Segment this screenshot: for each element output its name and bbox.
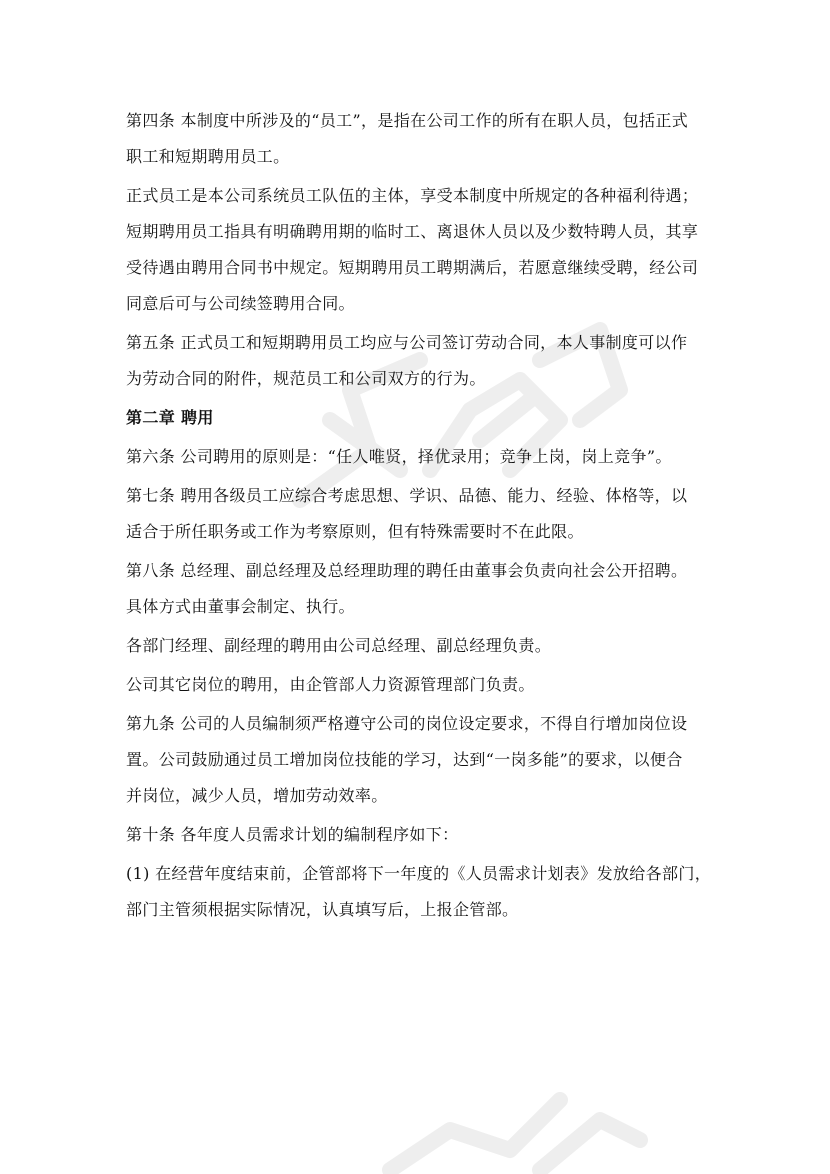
- text-line: 具体方式由董事会制定、执行。: [126, 597, 355, 616]
- text-line: 为劳动合同的附件，规范员工和公司双方的行为。: [126, 369, 486, 388]
- text-line: 同意后可与公司续签聘用合同。: [126, 294, 355, 313]
- text-line: 公司其它岗位的聘用，由企管部人力资源管理部门负责。: [126, 675, 535, 694]
- text-line: 第七条 聘用各级员工应综合考虑思想、学识、品德、能力、经验、体格等，以: [126, 486, 688, 505]
- text-line: 适合于所任职务或工作为考察原则，但有特殊需要时不在此限。: [126, 522, 584, 541]
- text-line: 置。公司鼓励通过员工增加岗位技能的学习，达到“一岗多能”的要求，以便合: [126, 750, 683, 769]
- text-line: 部门主管须根据实际情况，认真填写后，上报企管部。: [126, 900, 519, 919]
- text-line: 并岗位，减少人员，增加劳动效率。: [126, 786, 388, 805]
- chapter-heading: 第二章 聘用: [126, 408, 214, 427]
- text-line: 第四条 本制度中所涉及的“员工”，是指在公司工作的所有在职人员，包括正式: [126, 111, 689, 130]
- text-line: 职工和短期聘用员工。: [126, 147, 290, 166]
- text-line: 第九条 公司的人员编制须严格遵守公司的岗位设定要求，不得自行增加岗位设: [126, 714, 688, 733]
- text-line: (1) 在经营年度结束前，企管部将下一年度的《人员需求计划表》发放给各部门，: [126, 864, 712, 883]
- text-line: 第八条 总经理、副总经理及总经理助理的聘任由董事会负责向社会公开招聘。: [126, 561, 688, 580]
- text-line: 受待遇由聘用合同书中规定。短期聘用员工聘期满后，若愿意继续受聘，经公司: [126, 258, 699, 277]
- document-body: [126, 103, 722, 928]
- text-line: 第五条 正式员工和短期聘用员工均应与公司签订劳动合同，本人事制度可以作: [126, 333, 688, 352]
- text-line: 短期聘用员工指具有明确聘用期的临时工、离退休人员以及少数特聘人员，其享: [126, 222, 699, 241]
- text-line: 第六条 公司聘用的原则是：“任人唯贤，择优录用；竞争上岗，岗上竞争”。: [126, 447, 672, 466]
- watermark-graphic-bottom: [360, 1060, 660, 1174]
- text-line: 正式员工是本公司系统员工队伍的主体，享受本制度中所规定的各种福利待遇；: [126, 186, 699, 205]
- text-line: 各部门经理、副经理的聘用由公司总经理、副总经理负责。: [126, 636, 552, 655]
- text-line: 第十条 各年度人员需求计划的编制程序如下：: [126, 825, 459, 844]
